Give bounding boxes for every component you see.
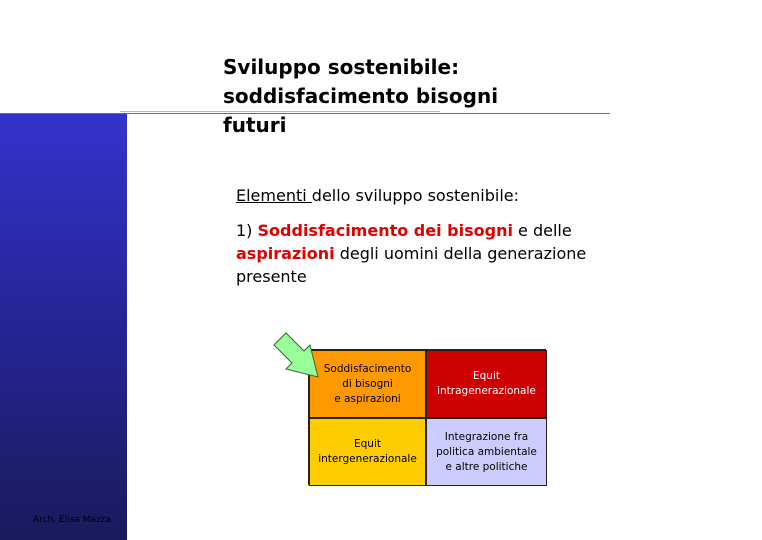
title-line-2: soddisfacimento bisogni: [223, 84, 499, 108]
intro-underlined: Elementi: [236, 186, 312, 205]
intro-rest: dello sviluppo sostenibile:: [311, 186, 520, 205]
matrix-cell-integration: Integrazione fra politica ambientale e altre politiche: [426, 418, 547, 486]
sidebar-gradient-bar: [0, 114, 127, 540]
title-line-1: Sviluppo sostenibile:: [223, 55, 460, 79]
matrix-cell-needs: Soddisfacimento di bisogni e aspirazioni: [309, 350, 426, 418]
point-1-highlight-needs: Soddisfacimento dei bisogni: [257, 221, 513, 240]
matrix-cell-intragenerational: Equit intragenerazionale: [426, 350, 547, 418]
point-1-highlight-aspirations: aspirazioni: [236, 244, 335, 263]
title-line-3: futuri: [223, 113, 287, 137]
point-1: [236, 219, 616, 288]
point-1-prefix: 1): [236, 221, 258, 240]
intro-line: [236, 184, 616, 207]
slide-body: [236, 184, 616, 300]
author-credit: Arch. Elisa Mazza: [33, 515, 112, 525]
matrix-cell-intergenerational: Equit intergenerazionale: [309, 418, 426, 486]
point-1-end: degli uomini della generazione presente: [236, 244, 587, 286]
green-arrow-icon: [272, 331, 332, 383]
sustainability-matrix: [308, 349, 546, 485]
point-1-mid: e delle: [512, 221, 572, 240]
slide-title: [223, 53, 603, 140]
